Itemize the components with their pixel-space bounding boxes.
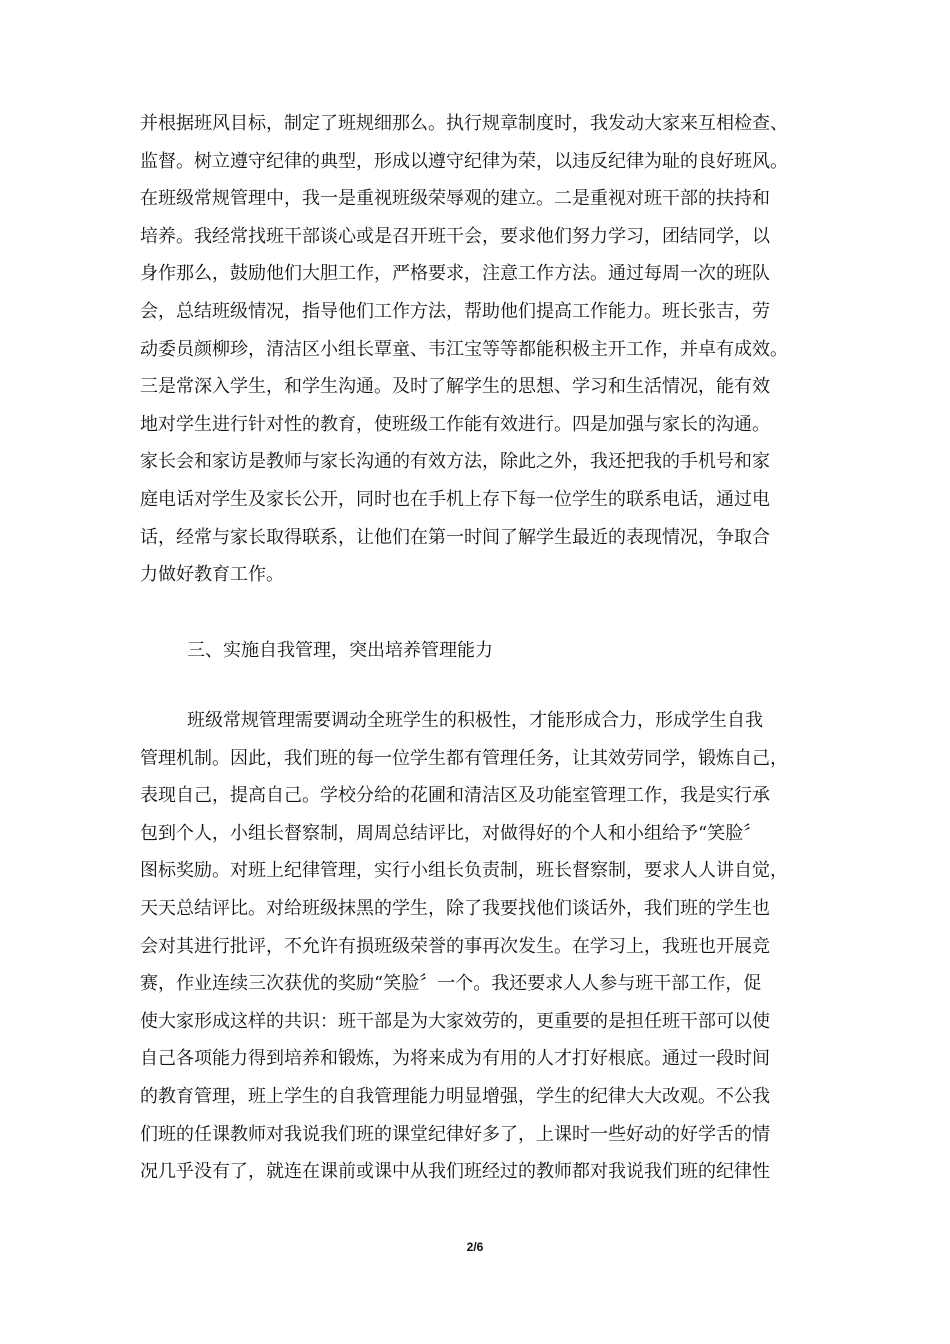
paragraph-2-line: 们班的任课教师对我说我们班的课堂纪律好多了，上课时一些好动的好学舌的情 <box>140 1123 770 1145</box>
paragraph-1-line: 三是常深入学生，和学生沟通。及时了解学生的思想、学习和生活情况，能有效 <box>140 376 770 398</box>
paragraph-2-line: 的教育管理，班上学生的自我管理能力明显增强，学生的纪律大大改观。不公我 <box>140 1085 770 1107</box>
paragraph-1-line: 并根据班风目标，制定了班规细那么。执行规章制度时，我发动大家来互相检查、 <box>140 113 788 134</box>
paragraph-1 <box>140 105 830 594</box>
paragraph-1-line: 培养。我经常找班干部谈心或是召开班干会，要求他们努力学习，团结同学，以 <box>140 225 770 247</box>
paragraph-1-line: 力做好教育工作。 <box>140 564 284 586</box>
paragraph-1-line: 话，经常与家长取得联系，让他们在第一时间了解学生最近的表现情况，争取合 <box>140 526 770 548</box>
paragraph-2 <box>140 702 830 1191</box>
paragraph-2-line: 管理机制。因此，我们班的每一位学生都有管理任务，让其效劳同学，锻炼自己， <box>140 747 788 769</box>
paragraph-1-line: 监督。树立遵守纪律的典型，形成以遵守纪律为荣，以违反纪律为耻的良好班风。 <box>140 150 788 172</box>
paragraph-2-line: 自己各项能力得到培养和锻炼，为将来成为有用的人才打好根底。通过一段时间 <box>140 1048 770 1070</box>
paragraph-1-line: 动委员颜柳珍，清洁区小组长覃童、韦江宝等等都能积极主开工作，并卓有成效。 <box>140 338 788 360</box>
section-heading: 三、实施自我管理，突出培养管理能力 <box>187 640 493 661</box>
paragraph-1-line: 家长会和家访是教师与家长沟通的有效方法，除此之外，我还把我的手机号和家 <box>140 451 770 473</box>
paragraph-2-line: 使大家形成这样的共识：班干部是为大家效劳的，更重要的是担任班干部可以使 <box>140 1010 770 1032</box>
paragraph-1-line: 会，总结班级情况，指导他们工作方法，帮助他们提高工作能力。班长张吉，劳 <box>140 300 770 322</box>
paragraph-1-line: 庭电话对学生及家长公开，同时也在手机上存下每一位学生的联系电话，通过电 <box>140 488 770 510</box>
paragraph-1-line: 在班级常规管理中，我一是重视班级荣辱观的建立。二是重视对班干部的扶持和 <box>140 188 770 210</box>
page-number: 2/6 <box>466 1240 484 1254</box>
paragraph-2-line: 况几乎没有了，就连在课前或课中从我们班经过的教师都对我说我们班的纪律性 <box>140 1161 770 1183</box>
paragraph-1-line: 身作那么，鼓励他们大胆工作，严格要求，注意工作方法。通过每周一次的班队 <box>140 263 770 285</box>
paragraph-2-line: 天天总结评比。对给班级抹黑的学生，除了我要找他们谈话外，我们班的学生也 <box>140 897 770 919</box>
paragraph-2-line: 表现自己，提高自己。学校分给的花圃和清洁区及功能室管理工作，我是实行承 <box>140 785 770 807</box>
paragraph-2-line: 包到个人，小组长督察制，周周总结评比，对做得好的个人和小组给予“笑脸〞 <box>140 822 762 844</box>
paragraph-2-line: 班级常规管理需要调动全班学生的积极性，才能形成合力，形成学生自我 <box>187 710 763 731</box>
paragraph-2-line: 赛，作业连续三次获优的奖励“笑脸〞一个。我还要求人人参与班干部工作，促 <box>140 973 762 995</box>
paragraph-2-line: 会对其进行批评，不允许有损班级荣誉的事再次发生。在学习上，我班也开展竞 <box>140 935 770 957</box>
paragraph-2-line: 图标奖励。对班上纪律管理，实行小组长负责制，班长督察制，要求人人讲自觉， <box>140 860 788 882</box>
paragraph-1-line: 地对学生进行针对性的教育，使班级工作能有效进行。四是加强与家长的沟通。 <box>140 413 770 435</box>
